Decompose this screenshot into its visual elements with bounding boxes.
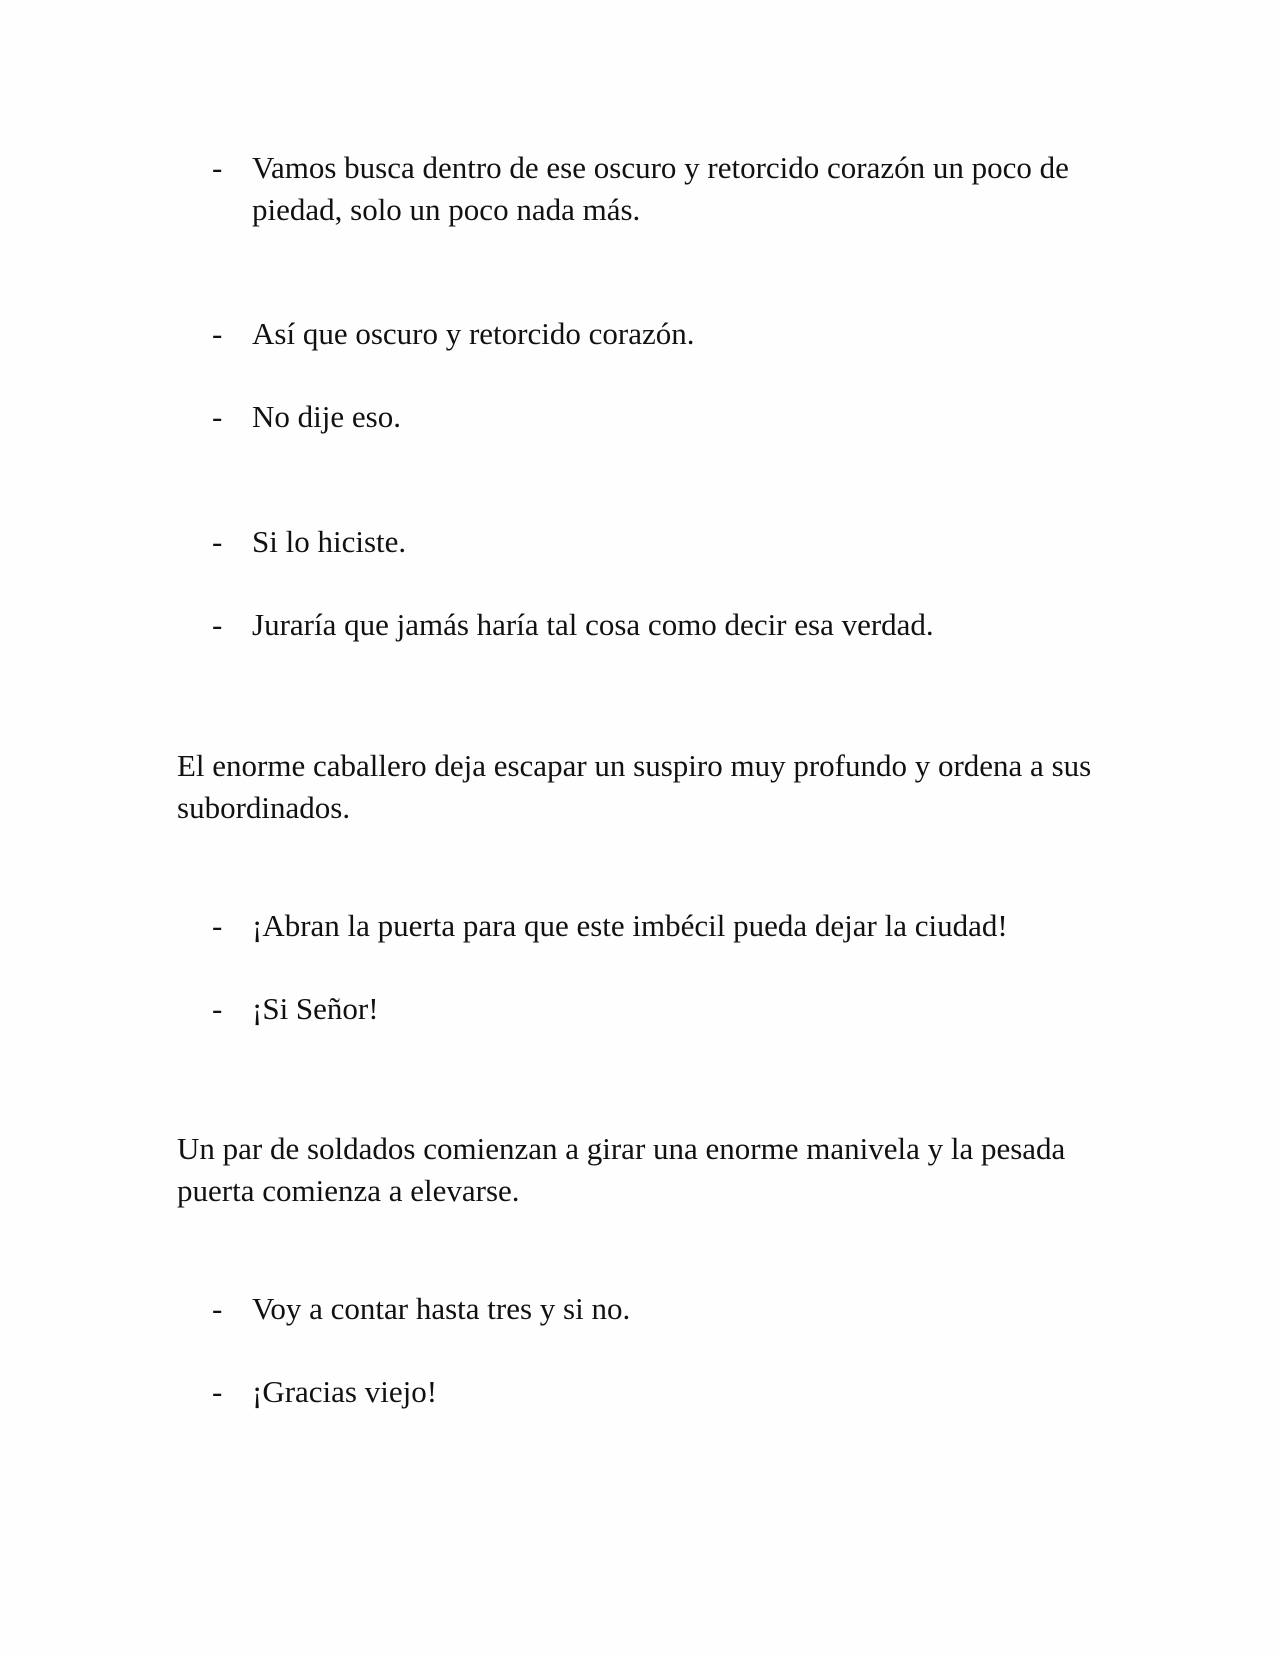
dialogue-text: Vamos busca dentro de ese oscuro y retorcido corazón un poco de piedad, solo un poco nada más.: [252, 150, 1069, 227]
dialogue-dash: -: [212, 399, 223, 434]
dialogue-dash: -: [212, 908, 223, 943]
dialogue-dash: -: [212, 1291, 223, 1326]
dialogue-dash: -: [212, 607, 223, 642]
narration-paragraph: Un par de soldados comienzan a girar una enorme manivela y la pesada puerta comienza a elevarse.: [177, 1131, 1066, 1208]
dialogue-dash: -: [212, 150, 223, 185]
dialogue-dash: -: [212, 991, 223, 1026]
dialogue-text: ¡Si Señor!: [252, 991, 379, 1026]
dialogue-text: Así que oscuro y retorcido corazón.: [252, 316, 695, 351]
narration-paragraph: El enorme caballero deja escapar un suspiro muy profundo y ordena a sus subordinados.: [177, 748, 1092, 825]
dialogue-dash: -: [212, 316, 223, 351]
dialogue-text: Voy a contar hasta tres y si no.: [252, 1291, 631, 1326]
dialogue-text: No dije eso.: [252, 399, 401, 434]
dialogue-text: ¡Gracias viejo!: [252, 1374, 438, 1409]
dialogue-text: Si lo hiciste.: [252, 524, 407, 559]
dialogue-dash: -: [212, 524, 223, 559]
dialogue-text: ¡Abran la puerta para que este imbécil pueda dejar la ciudad!: [252, 908, 1008, 943]
dialogue-text: Juraría que jamás haría tal cosa como decir esa verdad.: [252, 607, 934, 642]
dialogue-dash: -: [212, 1374, 223, 1409]
